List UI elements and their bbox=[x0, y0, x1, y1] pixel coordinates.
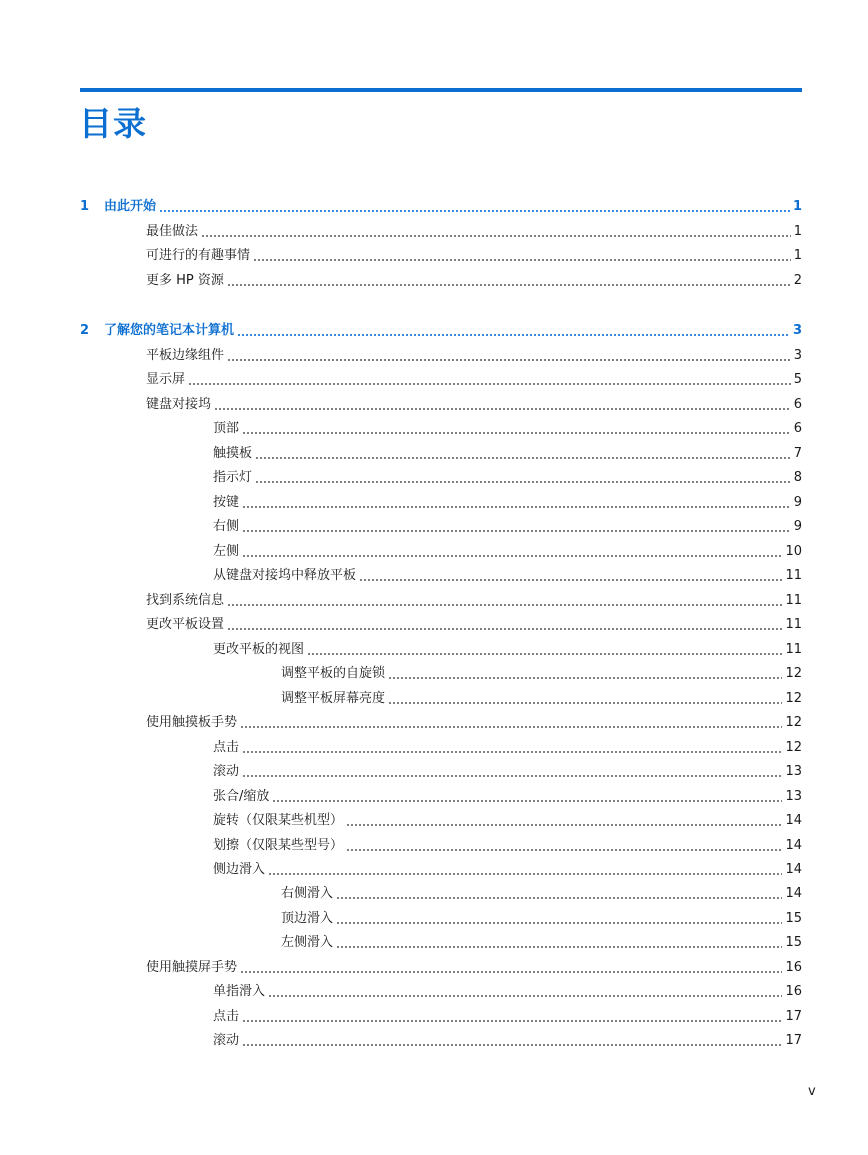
toc-page-number: 16 bbox=[785, 960, 802, 975]
toc-entry-label: 滚动 bbox=[213, 764, 240, 779]
toc-page-number: 11 bbox=[785, 593, 802, 608]
dot-leader bbox=[346, 849, 782, 851]
toc-entry-label: 调整平板的自旋锁 bbox=[281, 666, 386, 681]
dot-leader bbox=[388, 677, 782, 679]
toc-entry-label: 了解您的笔记本计算机 bbox=[104, 323, 235, 338]
toc-entry-label: 触摸板 bbox=[213, 446, 253, 461]
dot-leader bbox=[242, 555, 782, 557]
toc-entry-link[interactable] bbox=[213, 638, 802, 658]
dot-leader bbox=[242, 1044, 782, 1046]
toc-page-number: 12 bbox=[785, 715, 802, 730]
dot-leader bbox=[336, 922, 782, 924]
toc-entry-link[interactable] bbox=[213, 491, 802, 511]
toc-entry-link[interactable] bbox=[281, 931, 802, 951]
chapter-number: 2 bbox=[80, 323, 90, 338]
toc-entry-link[interactable] bbox=[146, 956, 802, 976]
dot-leader bbox=[242, 506, 791, 508]
toc-entry-label: 找到系统信息 bbox=[146, 593, 225, 608]
toc-entry-link[interactable] bbox=[213, 858, 802, 878]
toc-entry-link[interactable] bbox=[213, 540, 802, 560]
toc-entry-link[interactable] bbox=[213, 417, 802, 437]
dot-leader bbox=[227, 359, 791, 361]
dot-leader bbox=[336, 946, 782, 948]
toc-page-number: 5 bbox=[793, 372, 802, 387]
toc-entry-label: 右侧 bbox=[213, 519, 240, 534]
dot-leader bbox=[307, 653, 782, 655]
toc-entry-label: 顶部 bbox=[213, 421, 240, 436]
toc-entry-link[interactable] bbox=[146, 269, 802, 289]
toc-entry-label: 使用触摸板手势 bbox=[146, 715, 238, 730]
toc-page-number: 12 bbox=[785, 740, 802, 755]
dot-leader bbox=[159, 210, 790, 212]
dot-leader bbox=[268, 873, 782, 875]
toc-page-number: 12 bbox=[785, 666, 802, 681]
toc-entry-link[interactable] bbox=[281, 687, 802, 707]
toc-entry-label: 更多 HP 资源 bbox=[146, 273, 224, 288]
dot-leader bbox=[253, 259, 791, 261]
dot-leader bbox=[240, 726, 782, 728]
toc-entry-label: 单指滑入 bbox=[213, 984, 266, 999]
dot-leader bbox=[201, 235, 791, 237]
toc-page-number: 12 bbox=[785, 691, 802, 706]
toc-page-number: 14 bbox=[785, 886, 802, 901]
toc-entry-link[interactable] bbox=[213, 834, 802, 854]
header-rule bbox=[80, 88, 802, 92]
toc-entry-label: 由此开始 bbox=[104, 199, 157, 214]
toc-entry-label: 左侧 bbox=[213, 544, 240, 559]
dot-leader bbox=[188, 383, 791, 385]
toc-entry-label: 右侧滑入 bbox=[281, 886, 334, 901]
toc-page-number: 13 bbox=[785, 789, 802, 804]
toc-entry-label: 点击 bbox=[213, 1009, 240, 1024]
toc-entry-label: 旋转（仅限某些机型） bbox=[213, 813, 344, 828]
toc-page-number: 15 bbox=[785, 935, 802, 950]
toc-entry-label: 从键盘对接坞中释放平板 bbox=[213, 568, 357, 583]
toc-chapter-link[interactable] bbox=[80, 195, 802, 215]
page-number: v bbox=[808, 1084, 816, 1099]
toc-page-number: 11 bbox=[785, 642, 802, 657]
dot-leader bbox=[242, 432, 791, 434]
toc-page-number: 2 bbox=[793, 273, 802, 288]
toc-entry-link[interactable] bbox=[213, 980, 802, 1000]
dot-leader bbox=[346, 824, 782, 826]
toc-page-number: 1 bbox=[792, 199, 802, 214]
dot-leader bbox=[227, 284, 791, 286]
toc-chapter-link[interactable] bbox=[80, 319, 802, 339]
toc-entry-link[interactable] bbox=[146, 220, 802, 240]
toc-page-number: 7 bbox=[793, 446, 802, 461]
dot-leader bbox=[272, 800, 782, 802]
toc-entry-link[interactable] bbox=[281, 907, 802, 927]
toc-page-number: 14 bbox=[785, 838, 802, 853]
toc-entry-label: 键盘对接坞 bbox=[146, 397, 212, 412]
dot-leader bbox=[242, 775, 782, 777]
toc-page-number: 14 bbox=[785, 862, 802, 877]
toc-entry-link[interactable] bbox=[281, 882, 802, 902]
toc-entry-label: 调整平板屏幕亮度 bbox=[281, 691, 386, 706]
toc-entry-link[interactable] bbox=[213, 466, 802, 486]
toc-page-number: 17 bbox=[785, 1009, 802, 1024]
toc-page-number: 8 bbox=[793, 470, 802, 485]
toc-entry-label: 显示屏 bbox=[146, 372, 186, 387]
toc-page-number: 9 bbox=[793, 519, 802, 534]
dot-leader bbox=[242, 751, 782, 753]
toc-entry-link[interactable] bbox=[213, 1005, 802, 1025]
toc-entry-link[interactable] bbox=[146, 613, 802, 633]
toc-entry-link[interactable] bbox=[146, 344, 802, 364]
toc-entry-label: 指示灯 bbox=[213, 470, 253, 485]
toc-page-number: 14 bbox=[785, 813, 802, 828]
toc-page-number: 17 bbox=[785, 1033, 802, 1048]
toc-entry-link[interactable] bbox=[146, 711, 802, 731]
toc-entry-link[interactable] bbox=[146, 393, 802, 413]
toc-entry-label: 划擦（仅限某些型号） bbox=[213, 838, 344, 853]
toc-page-number: 16 bbox=[785, 984, 802, 999]
toc-page-number: 1 bbox=[793, 224, 802, 239]
toc-page-number: 6 bbox=[793, 397, 802, 412]
toc-entry-label: 按键 bbox=[213, 495, 240, 510]
toc-entry-link[interactable] bbox=[213, 809, 802, 829]
dot-leader bbox=[242, 1020, 782, 1022]
toc-entry-link[interactable] bbox=[213, 1029, 802, 1049]
toc-entry-label: 滚动 bbox=[213, 1033, 240, 1048]
toc-entry-link[interactable] bbox=[213, 785, 802, 805]
toc-entry-label: 使用触摸屏手势 bbox=[146, 960, 238, 975]
page-title: 目录 bbox=[79, 104, 147, 143]
toc-page-number: 6 bbox=[793, 421, 802, 436]
dot-leader bbox=[227, 604, 782, 606]
toc-page-number: 11 bbox=[785, 617, 802, 632]
toc-entry-link[interactable] bbox=[213, 515, 802, 535]
toc-entry-link[interactable] bbox=[281, 662, 802, 682]
toc-entry-label: 顶边滑入 bbox=[281, 911, 334, 926]
dot-leader bbox=[242, 530, 791, 532]
dot-leader bbox=[237, 334, 790, 336]
toc-entry-link[interactable] bbox=[146, 368, 802, 388]
chapter-number: 1 bbox=[80, 199, 90, 214]
toc-entry-label: 侧边滑入 bbox=[213, 862, 266, 877]
toc-entry-label: 可进行的有趣事情 bbox=[146, 248, 251, 263]
toc-entry-link[interactable] bbox=[146, 244, 802, 264]
toc-page-number: 3 bbox=[792, 323, 802, 338]
toc-page-number: 10 bbox=[785, 544, 802, 559]
dot-leader bbox=[240, 971, 782, 973]
toc-page-number: 15 bbox=[785, 911, 802, 926]
toc-page-number: 13 bbox=[785, 764, 802, 779]
toc-page-number: 11 bbox=[785, 568, 802, 583]
toc-entry-link[interactable] bbox=[213, 442, 802, 462]
toc-entry-link[interactable] bbox=[213, 564, 802, 584]
toc-entry-link[interactable] bbox=[213, 736, 802, 756]
dot-leader bbox=[214, 408, 791, 410]
toc-entry-label: 左侧滑入 bbox=[281, 935, 334, 950]
toc-entry-label: 更改平板的视图 bbox=[213, 642, 305, 657]
toc-entry-label: 更改平板设置 bbox=[146, 617, 225, 632]
dot-leader bbox=[227, 628, 782, 630]
toc-page-number: 9 bbox=[793, 495, 802, 510]
dot-leader bbox=[359, 579, 782, 581]
toc-entry-label: 张合/缩放 bbox=[213, 789, 270, 804]
toc-entry-link[interactable] bbox=[213, 760, 802, 780]
toc-entry-label: 点击 bbox=[213, 740, 240, 755]
dot-leader bbox=[268, 995, 782, 997]
toc-entry-link[interactable] bbox=[146, 589, 802, 609]
toc-entry-label: 平板边缘组件 bbox=[146, 348, 225, 363]
dot-leader bbox=[255, 481, 791, 483]
dot-leader bbox=[255, 457, 791, 459]
toc-entry-label: 最佳做法 bbox=[146, 224, 199, 239]
dot-leader bbox=[336, 897, 782, 899]
dot-leader bbox=[388, 702, 782, 704]
toc-page-number: 1 bbox=[793, 248, 802, 263]
toc-page-number: 3 bbox=[793, 348, 802, 363]
